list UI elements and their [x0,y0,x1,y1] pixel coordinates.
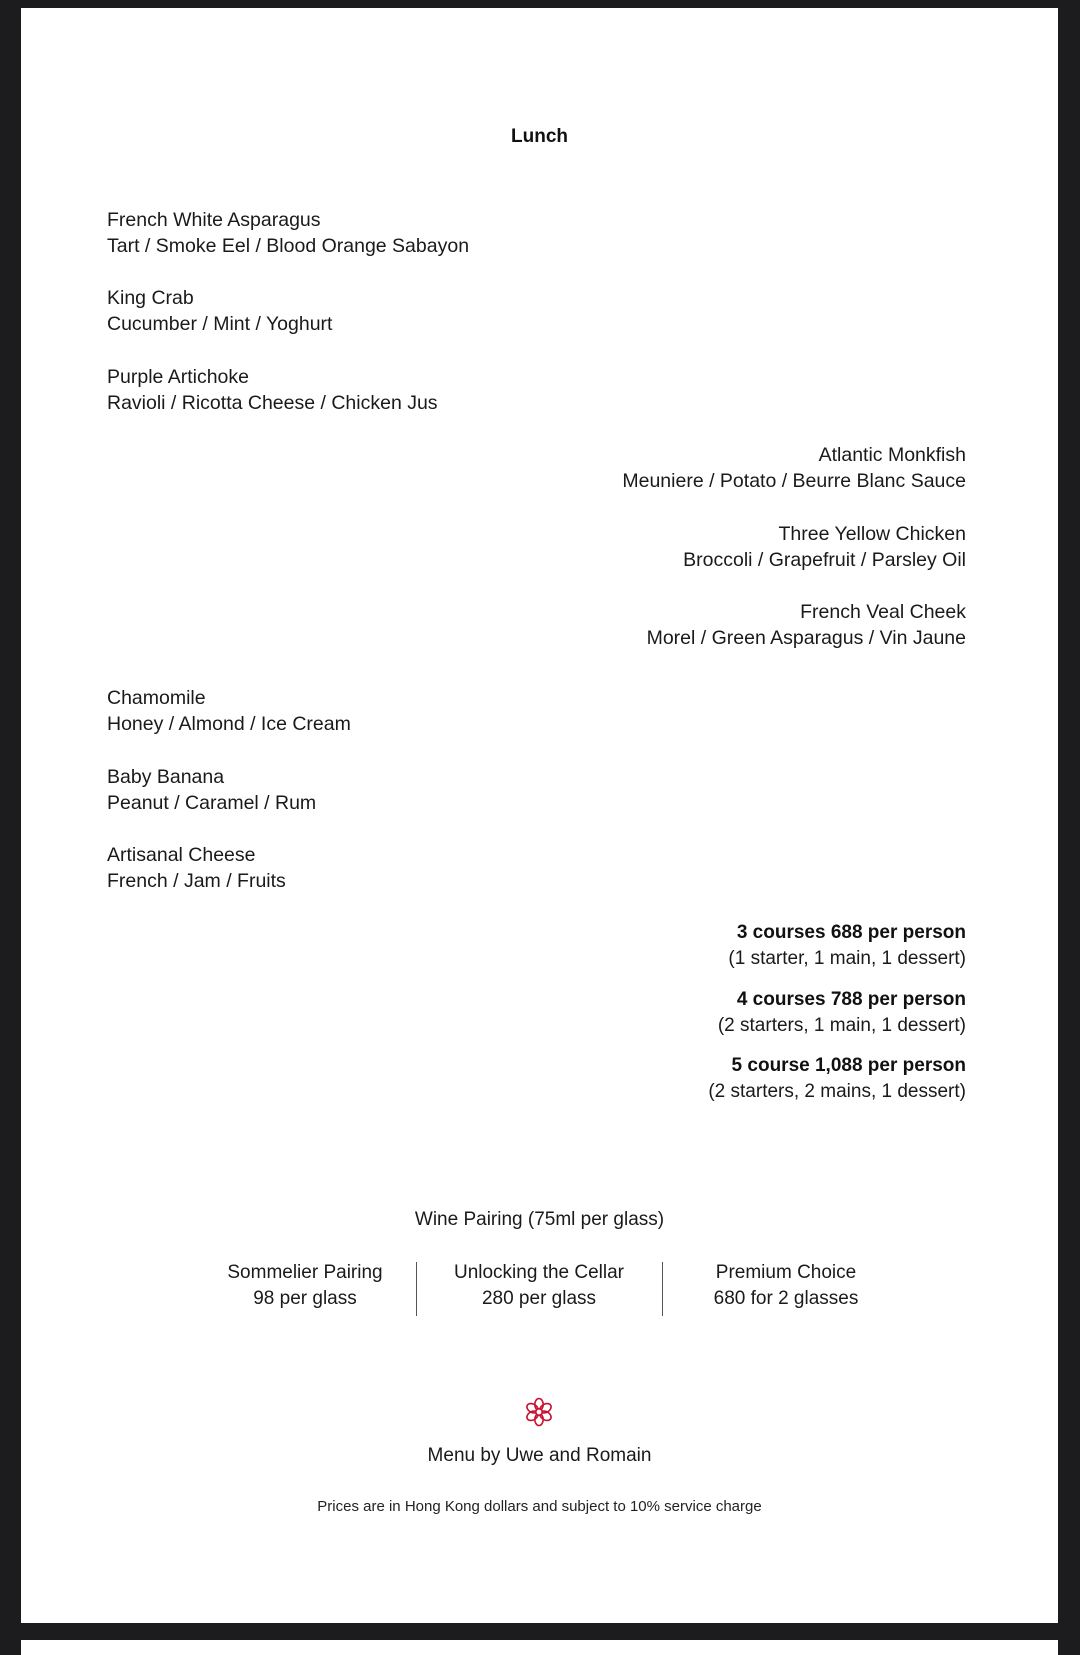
price-description: (2 starters, 2 mains, 1 dessert) [708,1081,966,1102]
wine-pairing-title: Wine Pairing (75ml per glass) [414,1209,665,1230]
dish-name: Baby Banana [107,766,225,788]
dish-name: French Veal Cheek [800,601,966,623]
wine-option [671,1260,901,1312]
dessert-item [107,842,286,894]
menu-credit: Menu by Uwe and Romain [427,1445,652,1466]
dish-description: Ravioli / Ricotta Cheese / Chicken Jus [107,392,438,414]
main-item [683,521,966,573]
dish-description: Broccoli / Grapefruit / Parsley Oil [683,549,966,571]
dish-name: French White Asparagus [107,209,321,231]
wine-option [424,1260,654,1312]
wine-option-price: 280 per glass [481,1288,597,1309]
wine-pairing-options [21,1260,1058,1320]
dish-name: Chamomile [107,687,206,709]
price-title: 3 courses 688 per person [736,922,966,943]
dish-name: Artisanal Cheese [107,844,256,866]
wine-divider [416,1262,417,1316]
dish-name: King Crab [107,287,194,309]
dish-description: Peanut / Caramel / Rum [107,792,317,814]
price-option [728,920,966,972]
dish-description: Morel / Green Asparagus / Vin Jaune [646,627,966,649]
dish-name: Purple Artichoke [107,366,249,388]
price-description: (2 starters, 1 main, 1 dessert) [717,1015,966,1036]
wine-divider [662,1262,663,1316]
dessert-item [107,764,316,816]
starter-item [107,207,469,259]
wine-option-name: Premium Choice [715,1262,857,1283]
michelin-star-icon [524,1397,554,1427]
main-item [622,442,966,494]
wine-option-price: 680 for 2 glasses [713,1288,859,1309]
wine-option-name: Unlocking the Cellar [453,1262,625,1283]
wine-option-price: 98 per glass [253,1288,357,1309]
dessert-item [107,685,351,737]
service-charge-note: Prices are in Hong Kong dollars and subject to 10% service charge [317,1498,762,1515]
main-item [647,599,966,651]
price-title: 4 courses 788 per person [736,989,966,1010]
price-title: 5 course 1,088 per person [731,1055,966,1076]
price-option [718,987,966,1039]
next-page-edge [21,1640,1058,1655]
price-option [708,1053,966,1105]
wine-option-name: Sommelier Pairing [227,1262,383,1283]
starter-item [107,364,438,416]
dish-description: Cucumber / Mint / Yoghurt [107,313,333,335]
dish-name: Three Yellow Chicken [778,523,966,545]
dish-description: Meuniere / Potato / Beurre Blanc Sauce [622,470,966,492]
starter-item [107,285,332,337]
dish-description: French / Jam / Fruits [107,870,286,892]
menu-page [21,8,1058,1623]
price-description: (1 starter, 1 main, 1 dessert) [728,948,966,969]
dish-name: Atlantic Monkfish [818,444,966,466]
dish-description: Honey / Almond / Ice Cream [107,713,351,735]
menu-title: Lunch [511,126,568,147]
wine-option [190,1260,420,1312]
dish-description: Tart / Smoke Eel / Blood Orange Sabayon [107,235,470,257]
